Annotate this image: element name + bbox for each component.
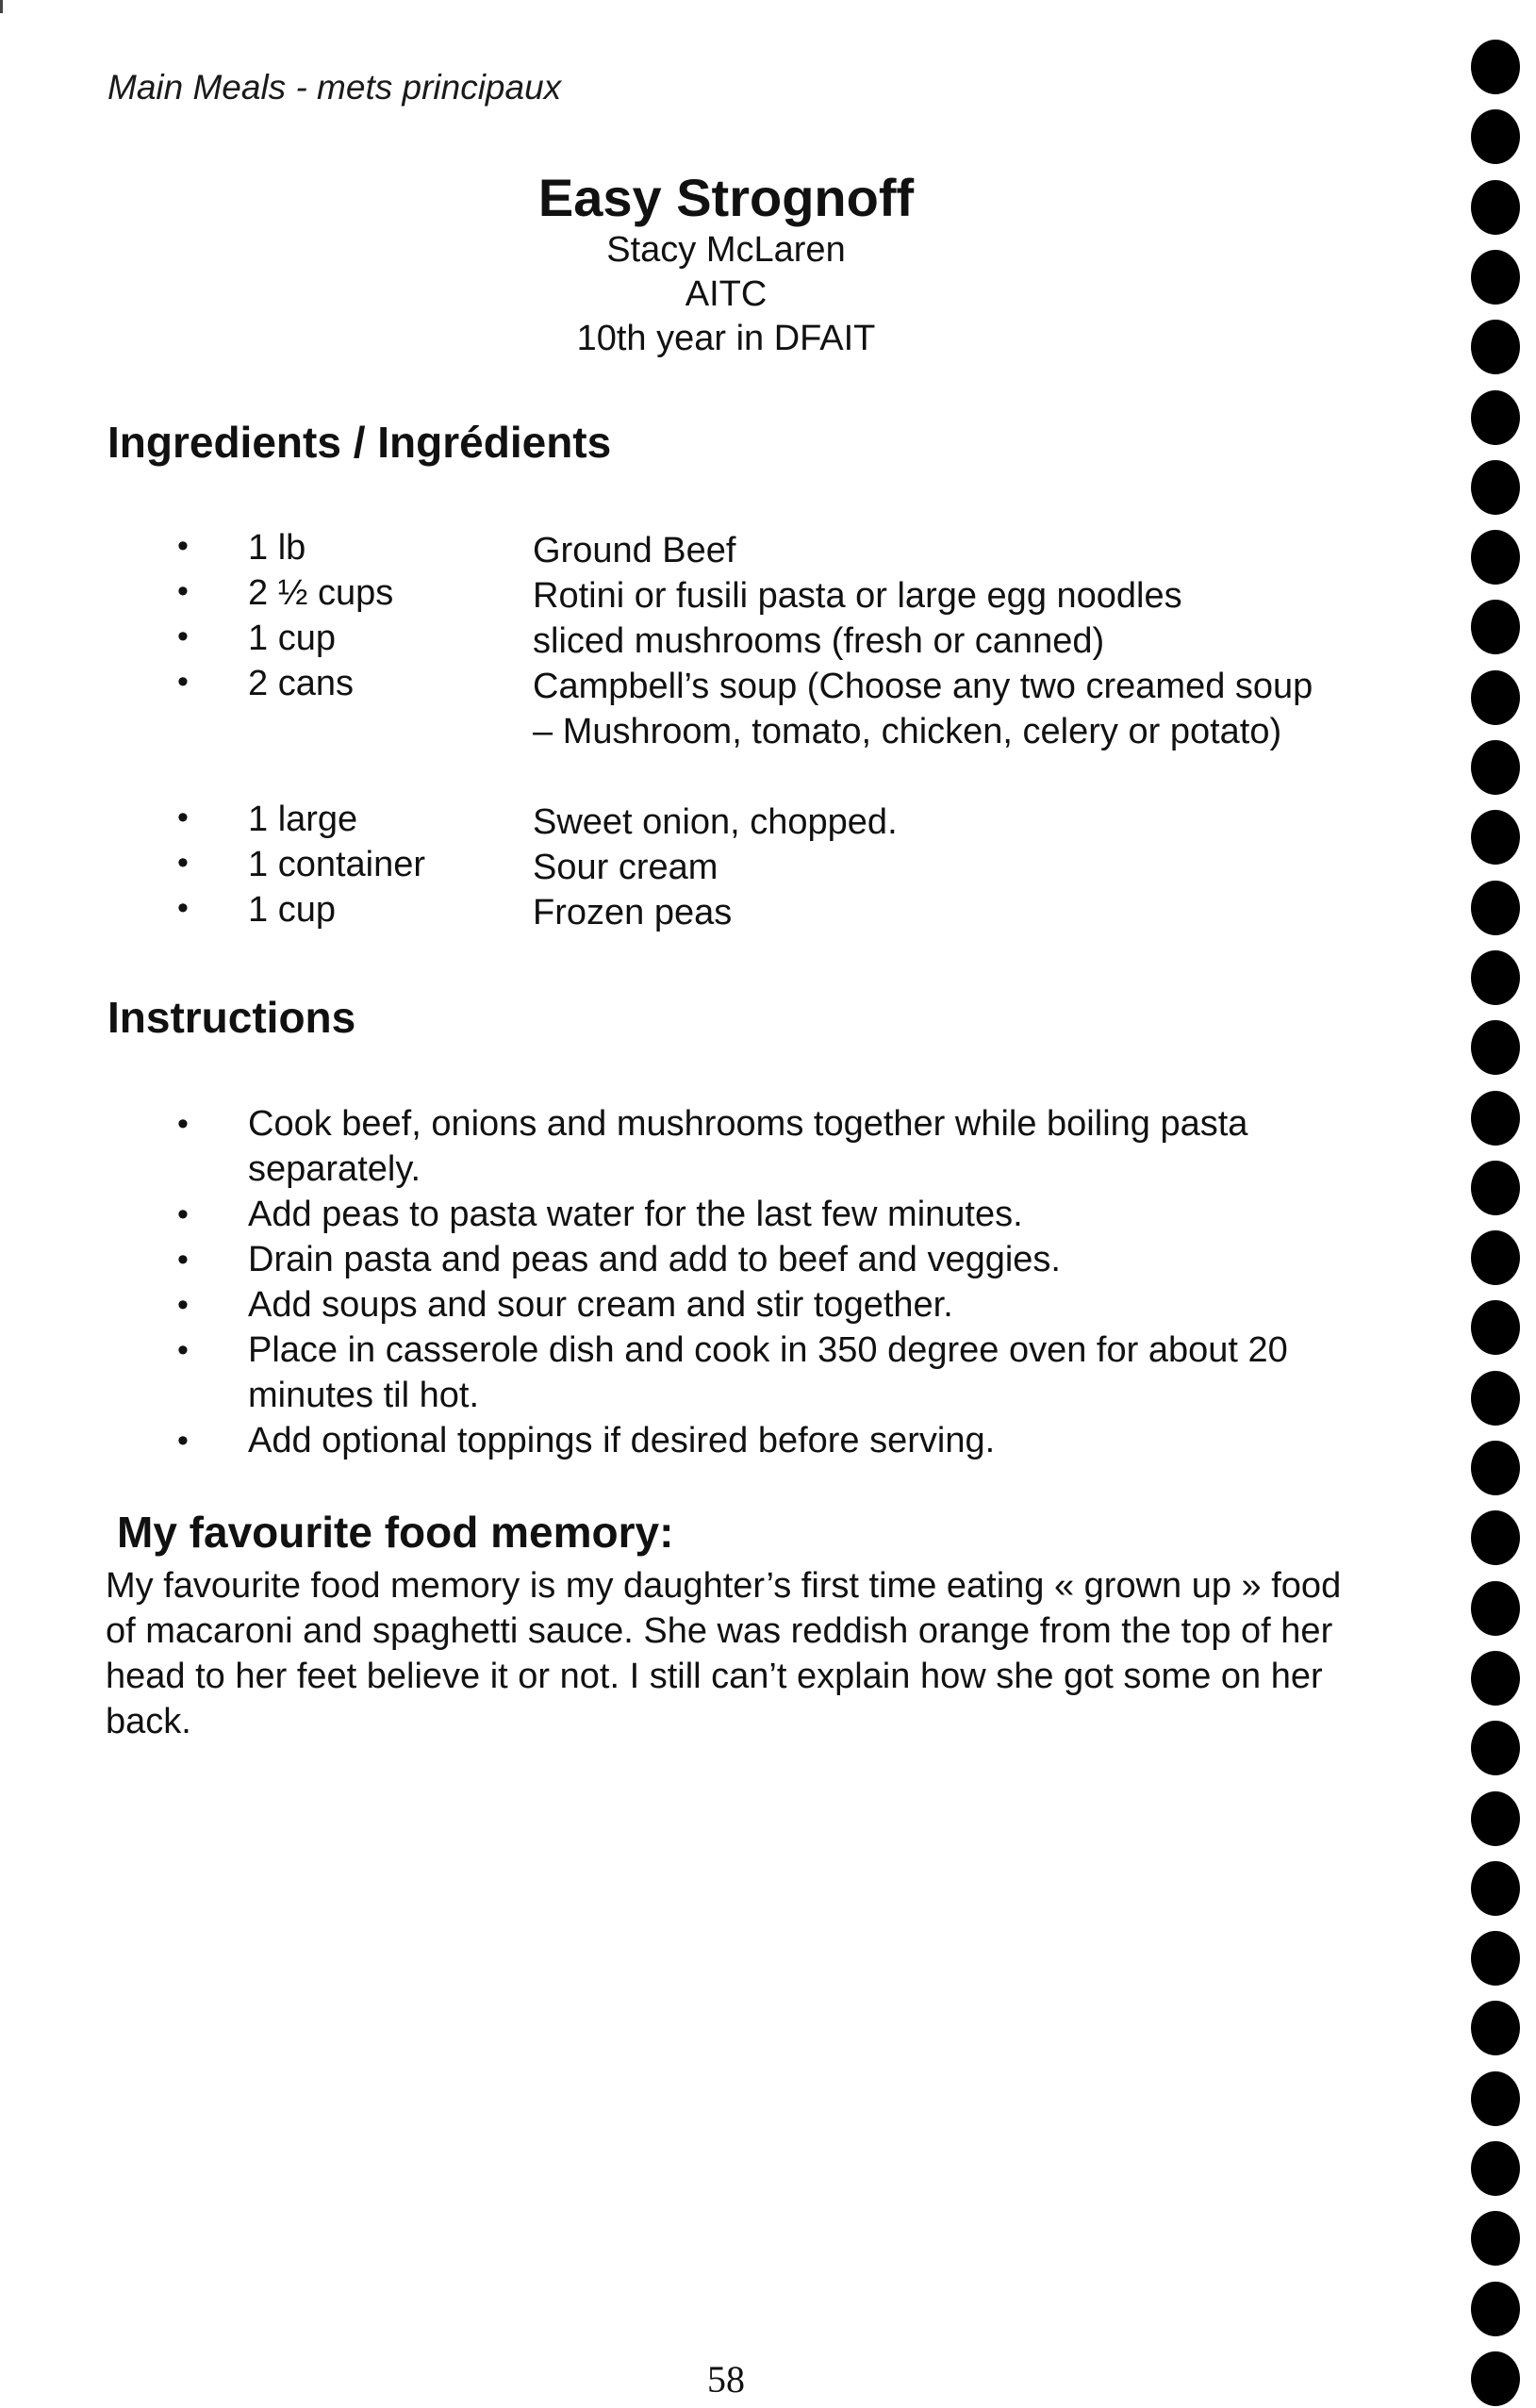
instruction-text: Cook beef, onions and mushrooms together while boiling pasta separately. xyxy=(248,1104,1248,1189)
bullet-marker: • xyxy=(177,1242,189,1278)
binding-hole xyxy=(1471,109,1520,164)
ingredient-description: Sour cream xyxy=(533,848,718,887)
binding-hole xyxy=(1471,250,1520,305)
bullet-marker: • xyxy=(177,1423,189,1459)
binding-hole xyxy=(1471,40,1520,94)
binding-hole xyxy=(1471,881,1520,935)
binding-hole xyxy=(1471,530,1520,585)
binding-hole xyxy=(1471,1651,1520,1706)
bullet-marker: • xyxy=(177,800,189,835)
recipe-title-block xyxy=(396,168,1056,361)
ingredients-heading: Ingredients / Ingrédients xyxy=(107,418,612,467)
memory-paragraph: My favourite food memory is my daughter’s first time eating « grown up » food of macaroni and spaghetti sauce. She was reddish orange from the top of her head to her feet believe it or not. I still can’t explain how she got some on her back. xyxy=(106,1566,1342,1741)
ingredient-quantity: 1 container xyxy=(248,845,426,884)
bullet-marker: • xyxy=(177,1106,189,1142)
instruction-text: Add optional toppings if desired before serving. xyxy=(248,1421,996,1460)
bullet-marker: • xyxy=(177,528,189,564)
recipe-tenure: 10th year in DFAIT xyxy=(576,319,876,358)
binding-hole xyxy=(1471,1300,1520,1355)
instruction-text: Place in casserole dish and cook in 350 degree oven for about 20 minutes til hot. xyxy=(248,1330,1288,1415)
ingredient-quantity: 1 lb xyxy=(248,528,306,568)
bullet-marker: • xyxy=(177,1196,189,1232)
ingredient-quantity: 2 cans xyxy=(248,664,354,703)
ingredient-description: Campbell’s soup (Choose any two creamed soup – Mushroom, tomato, chicken, celery or potato) xyxy=(533,667,1313,751)
recipe-title: Easy Strognoff xyxy=(537,168,915,227)
memory-heading: My favourite food memory: xyxy=(117,1508,674,1557)
binding-hole xyxy=(1471,1581,1520,1636)
bullet-marker: • xyxy=(177,573,189,609)
binding-hole xyxy=(1471,2211,1520,2266)
section-label: Main Meals - mets principaux xyxy=(107,68,562,107)
ingredient-description: Rotini or fusili pasta or large egg noodles xyxy=(533,576,1182,616)
binding-hole xyxy=(1471,1020,1520,1075)
ingredient-quantity: 1 cup xyxy=(248,618,336,658)
spiral-binding xyxy=(1471,0,1528,2408)
bullet-marker: • xyxy=(177,1287,189,1323)
binding-hole xyxy=(1471,1441,1520,1495)
ingredient-description: sliced mushrooms (fresh or canned) xyxy=(533,621,1105,661)
scan-edge-mark xyxy=(0,0,3,13)
binding-hole xyxy=(1471,1371,1520,1426)
binding-hole xyxy=(1471,1931,1520,1986)
instruction-text: Drain pasta and peas and add to beef and veggies. xyxy=(248,1240,1061,1279)
binding-hole xyxy=(1471,670,1520,725)
binding-hole xyxy=(1471,950,1520,1005)
binding-hole xyxy=(1471,1510,1520,1565)
ingredient-description: Sweet onion, chopped. xyxy=(533,802,898,842)
binding-hole xyxy=(1471,810,1520,865)
ingredient-description: Ground Beef xyxy=(533,531,736,570)
binding-hole xyxy=(1471,1161,1520,1215)
binding-hole xyxy=(1471,1791,1520,1846)
binding-hole xyxy=(1471,740,1520,795)
binding-hole xyxy=(1471,390,1520,445)
binding-hole xyxy=(1471,2282,1520,2336)
recipe-organization: AITC xyxy=(685,274,768,314)
binding-hole xyxy=(1471,1721,1520,1775)
bullet-marker: • xyxy=(177,664,189,700)
recipe-author: Stacy McLaren xyxy=(606,230,846,270)
bullet-marker: • xyxy=(177,890,189,926)
ingredient-description: Frozen peas xyxy=(533,893,733,932)
binding-hole xyxy=(1471,2071,1520,2126)
binding-hole xyxy=(1471,1230,1520,1285)
bullet-marker: • xyxy=(177,1332,189,1368)
bullet-marker: • xyxy=(177,845,189,881)
ingredient-quantity: 1 cup xyxy=(248,890,336,930)
binding-hole xyxy=(1471,1091,1520,1146)
binding-hole xyxy=(1471,180,1520,235)
binding-hole xyxy=(1471,600,1520,654)
page-number: 58 xyxy=(707,2358,745,2400)
binding-hole xyxy=(1471,2001,1520,2055)
binding-hole xyxy=(1471,2141,1520,2196)
bullet-marker: • xyxy=(177,618,189,654)
binding-hole xyxy=(1471,460,1520,515)
instruction-text: Add peas to pasta water for the last few minutes. xyxy=(248,1195,1023,1234)
binding-hole xyxy=(1471,1861,1520,1916)
instructions-heading: Instructions xyxy=(107,993,356,1042)
binding-hole xyxy=(1471,320,1520,374)
instruction-text: Add soups and sour cream and stir together. xyxy=(248,1285,953,1325)
binding-hole xyxy=(1471,2351,1520,2406)
ingredient-quantity: 1 large xyxy=(248,800,358,839)
ingredient-quantity: 2 ½ cups xyxy=(248,573,394,613)
